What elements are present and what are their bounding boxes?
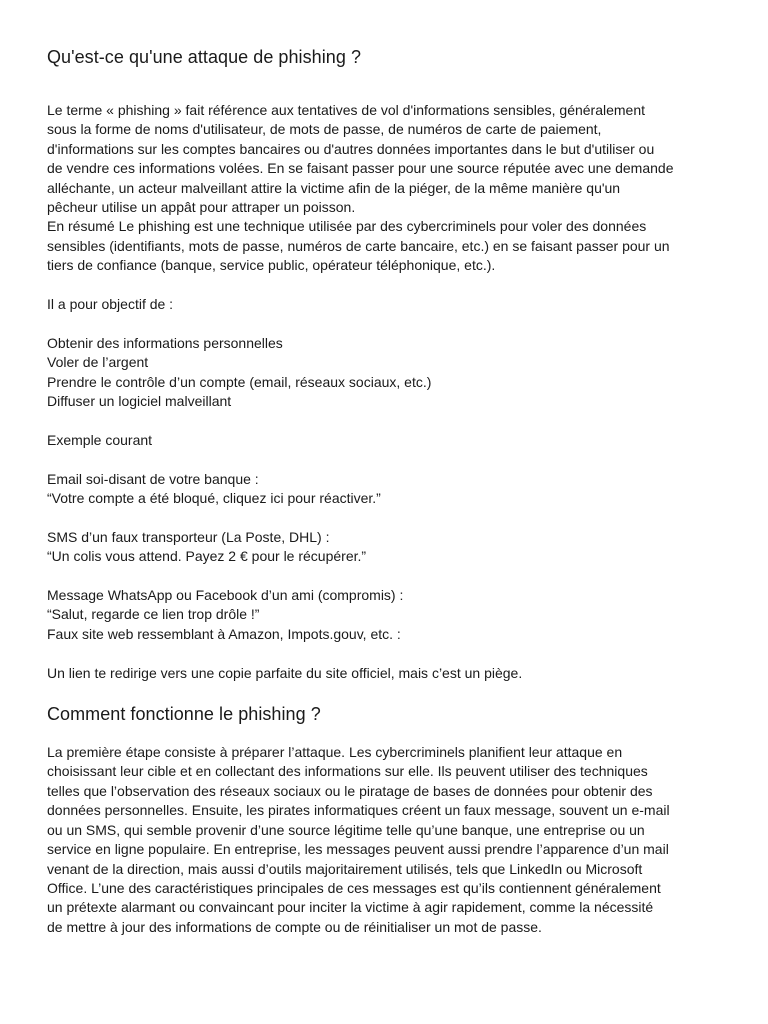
section2-paragraph: La première étape consiste à préparer l’attaque. Les cybercriminels planifient leur attaque en choisissant leur cible et en collectant des informations sur elle. Ils peuvent utiliser des techniques telles que l’observation des réseaux sociaux ou le piratage de bases de données pour obtenir des données personnelles. Ensuite, les pirates informatiques créent un faux message, souvent un e-mail ou un SMS, qui semble provenir d’une source légitime telle qu’une banque, une entreprise ou un service en ligne populaire. En entreprise, les messages peuvent aussi prendre l’apparence d’un mail venant de la direction, mais aussi d’outils majoritairement utilisés, tels que LinkedIn ou Microsoft Office. L’une des caractéristiques principales de ces messages est qu’ils contiennent généralement un prétexte alarmant ou convaincant pour inciter la victime à agir rapidement, comme la nécessité de mettre à jour des informations de compte ou de réinitialiser un mot de passe. (47, 744, 670, 935)
objective-item: Diffuser un logiciel malveillant (47, 393, 232, 410)
objective-item: Voler de l’argent (47, 354, 149, 371)
objective-item: Obtenir des informations personnelles (47, 334, 283, 351)
spacer (47, 314, 737, 333)
spacer (47, 450, 737, 469)
section2-title: Comment fonctionne le phishing ? (47, 704, 321, 725)
example-sms: SMS d’un faux transporteur (La Poste, DHL) : “Un colis vous attend. Payez 2 € pour le récupérer.” (47, 528, 367, 565)
example-message: Message WhatsApp ou Facebook d’un ami (compromis) : “Salut, regarde ce lien trop drôle !” Faux site web ressemblant à Amazon, Impots.gouv, etc. : (47, 587, 404, 642)
intro-paragraph: Le terme « phishing » fait référence aux tentatives de vol d'informations sensibles, généralement sous la forme de noms d'utilisateur, de mots de passe, de numéros de carte de paiement, d'informations sur les comptes bancaires ou d'autres données importantes dans le but d'utiliser ou de vendre ces informations volées. En se faisant passer pour une source réputée avec une demande alléchante, un acteur malveillant attire la victime afin de la piéger, de la même manière qu'un pêcheur utilise un appât pour attraper un poisson. En résumé Le phishing est une technique utilisée par des cybercriminels pour voler des données sensibles (identifiants, mots de passe, numéros de carte bancaire, etc.) en se faisant passer pour un tiers de confiance (banque, service public, opérateur téléphonique, etc.). (47, 102, 674, 274)
example-label: Exemple courant (47, 431, 153, 448)
spacer (47, 725, 737, 743)
document-body (47, 46, 737, 937)
spacer (47, 411, 737, 430)
closing-sentence: Un lien te redirige vers une copie parfaite du site officiel, mais c’est un piège. (47, 664, 523, 681)
spacer (47, 644, 737, 663)
spacer (47, 567, 737, 586)
objective-label: Il a pour objectif de : (47, 296, 174, 313)
spacer (47, 68, 737, 101)
spacer (47, 508, 737, 527)
document-title: Qu'est-ce qu'une attaque de phishing ? (47, 47, 361, 67)
objective-item: Prendre le contrôle d’un compte (email, réseaux sociaux, etc.) (47, 373, 432, 390)
spacer (47, 683, 737, 703)
spacer (47, 276, 737, 295)
example-email: Email soi-disant de votre banque : “Votre compte a été bloqué, cliquez ici pour réactiver.” (47, 470, 381, 507)
objectives-list (47, 334, 737, 412)
